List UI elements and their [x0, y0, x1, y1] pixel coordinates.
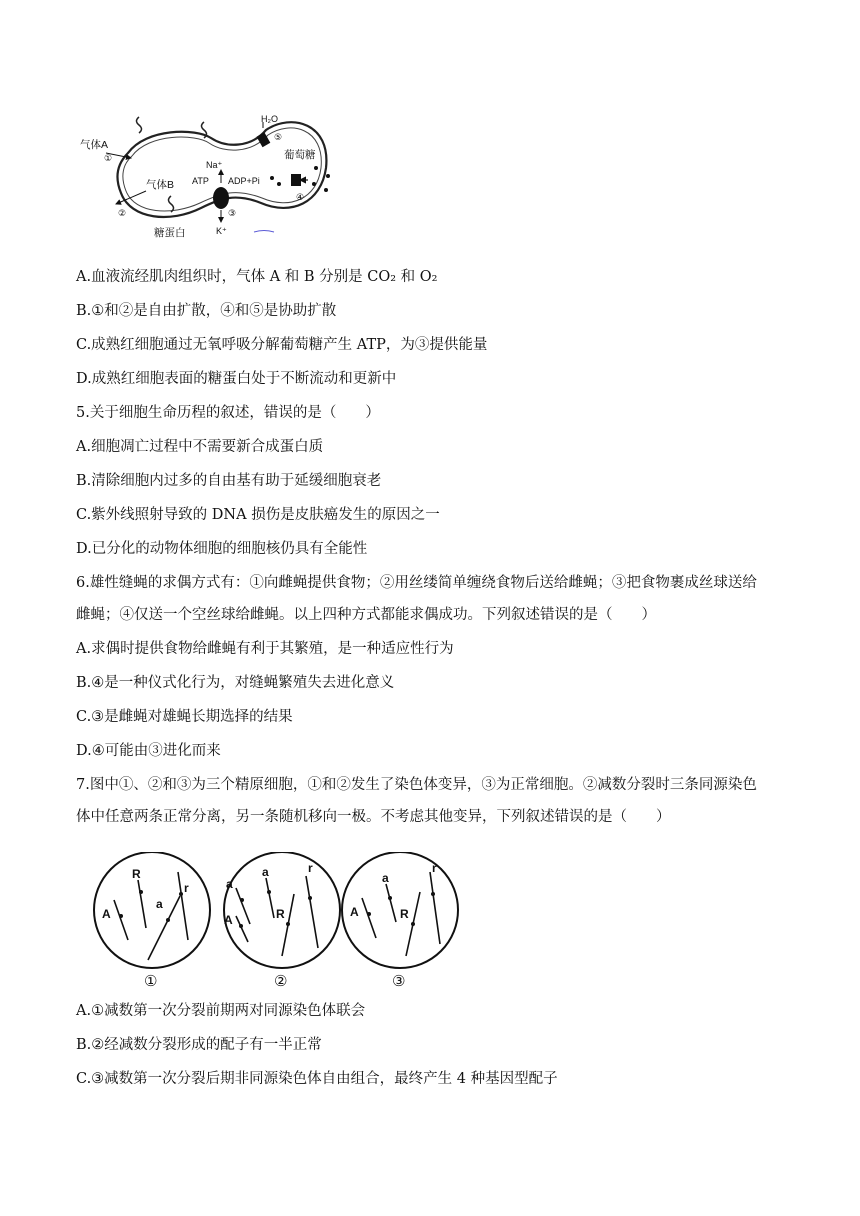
q6-option-b: B.④是一种仪式化行为，对缝蝇繁殖失去进化意义	[76, 675, 395, 691]
q6-stem-line1: 6.雄性缝蝇的求偶方式有：①向雌蝇提供食物；②用丝缕简单缠绕食物后送给雌蝇；③把食物裹成丝球送给	[76, 575, 757, 591]
num-1: ①	[104, 153, 113, 163]
cell-1-label: ①	[144, 973, 158, 990]
gene-a: a	[262, 865, 269, 879]
gene-A: A	[224, 913, 233, 927]
glycoprotein-label: 糖蛋白	[154, 227, 186, 239]
cell-2	[224, 852, 340, 990]
q6-option-d: D.④可能由③进化而来	[76, 743, 221, 759]
q7-option-a: A.①减数第一次分裂前期两对同源染色体联会	[76, 1003, 366, 1019]
q7-stem-line1: 7.图中①、②和③为三个精原细胞，①和②发生了染色体变异，③为正常细胞。②减数分裂时三条同源染色	[76, 777, 757, 793]
q6-option-a: A.求偶时提供食物给雌蝇有利于其繁殖，是一种适应性行为	[76, 641, 454, 657]
num-3: ③	[228, 208, 237, 218]
gene-a: a	[156, 897, 163, 911]
gas-b-label: 气体B	[146, 179, 175, 191]
gene-a: a	[382, 871, 389, 885]
q4-option-d: D.成熟红细胞表面的糖蛋白处于不断流动和更新中	[76, 371, 397, 387]
cell-2-label: ②	[274, 973, 288, 990]
gene-r: r	[432, 861, 437, 875]
cell-membrane-transport-figure	[76, 108, 336, 240]
num-4: ④	[296, 192, 305, 202]
q7-option-b: B.②经减数分裂形成的配子有一半正常	[76, 1037, 322, 1053]
k-label: K⁺	[216, 226, 227, 236]
num-2: ②	[118, 208, 127, 218]
q6-stem-line2: 雌蝇；④仅送一个空丝球给雌蝇。以上四种方式都能求偶成功。下列叙述错误的是（ ）	[76, 607, 656, 623]
gene-A: A	[350, 905, 359, 919]
spermatogonia-figure	[86, 852, 466, 992]
q4-option-b: B.①和②是自由扩散，④和⑤是协助扩散	[76, 303, 337, 319]
glucose-label: 葡萄糖	[284, 149, 316, 161]
q5-option-c: C.紫外线照射导致的 DNA 损伤是皮肤癌发生的原因之一	[76, 507, 440, 523]
num-5: ⑤	[274, 132, 283, 142]
q5-option-b: B.清除细胞内过多的自由基有助于延缓细胞衰老	[76, 473, 382, 489]
q4-option-c: C.成熟红细胞通过无氧呼吸分解葡萄糖产生 ATP，为③提供能量	[76, 337, 488, 353]
gene-R: R	[400, 907, 409, 921]
water-label: H₂O	[261, 114, 278, 124]
atp-label: ATP	[192, 176, 209, 186]
gene-r: r	[184, 881, 189, 895]
gene-A: A	[102, 907, 111, 921]
cell-3	[342, 852, 458, 990]
q7-stem-line2: 体中任意两条正常分离，另一条随机移向一极。不考虑其他变异，下列叙述错误的是（ ）	[76, 809, 671, 825]
q5-option-a: A.细胞凋亡过程中不需要新合成蛋白质	[76, 439, 324, 455]
gene-r: r	[308, 861, 313, 875]
q6-option-c: C.③是雌蝇对雄蝇长期选择的结果	[76, 709, 293, 725]
na-label: Na⁺	[206, 160, 223, 170]
q5-option-d: D.已分化的动物体细胞的细胞核仍具有全能性	[76, 541, 368, 557]
adp-label: ADP+Pi	[228, 176, 260, 186]
q5-stem: 5.关于细胞生命历程的叙述，错误的是（ ）	[76, 405, 380, 421]
gene-a: a	[226, 877, 233, 891]
gene-R: R	[132, 867, 141, 881]
q4-option-a: A.血液流经肌肉组织时，气体 A 和 B 分别是 CO₂ 和 O₂	[76, 269, 438, 285]
gene-R: R	[276, 907, 285, 921]
cell-1	[94, 852, 210, 990]
q7-option-c: C.③减数第一次分裂后期非同源染色体自由组合，最终产生 4 种基因型配子	[76, 1071, 558, 1087]
cell-3-label: ③	[392, 973, 406, 990]
gas-a-label: 气体A	[80, 139, 109, 151]
